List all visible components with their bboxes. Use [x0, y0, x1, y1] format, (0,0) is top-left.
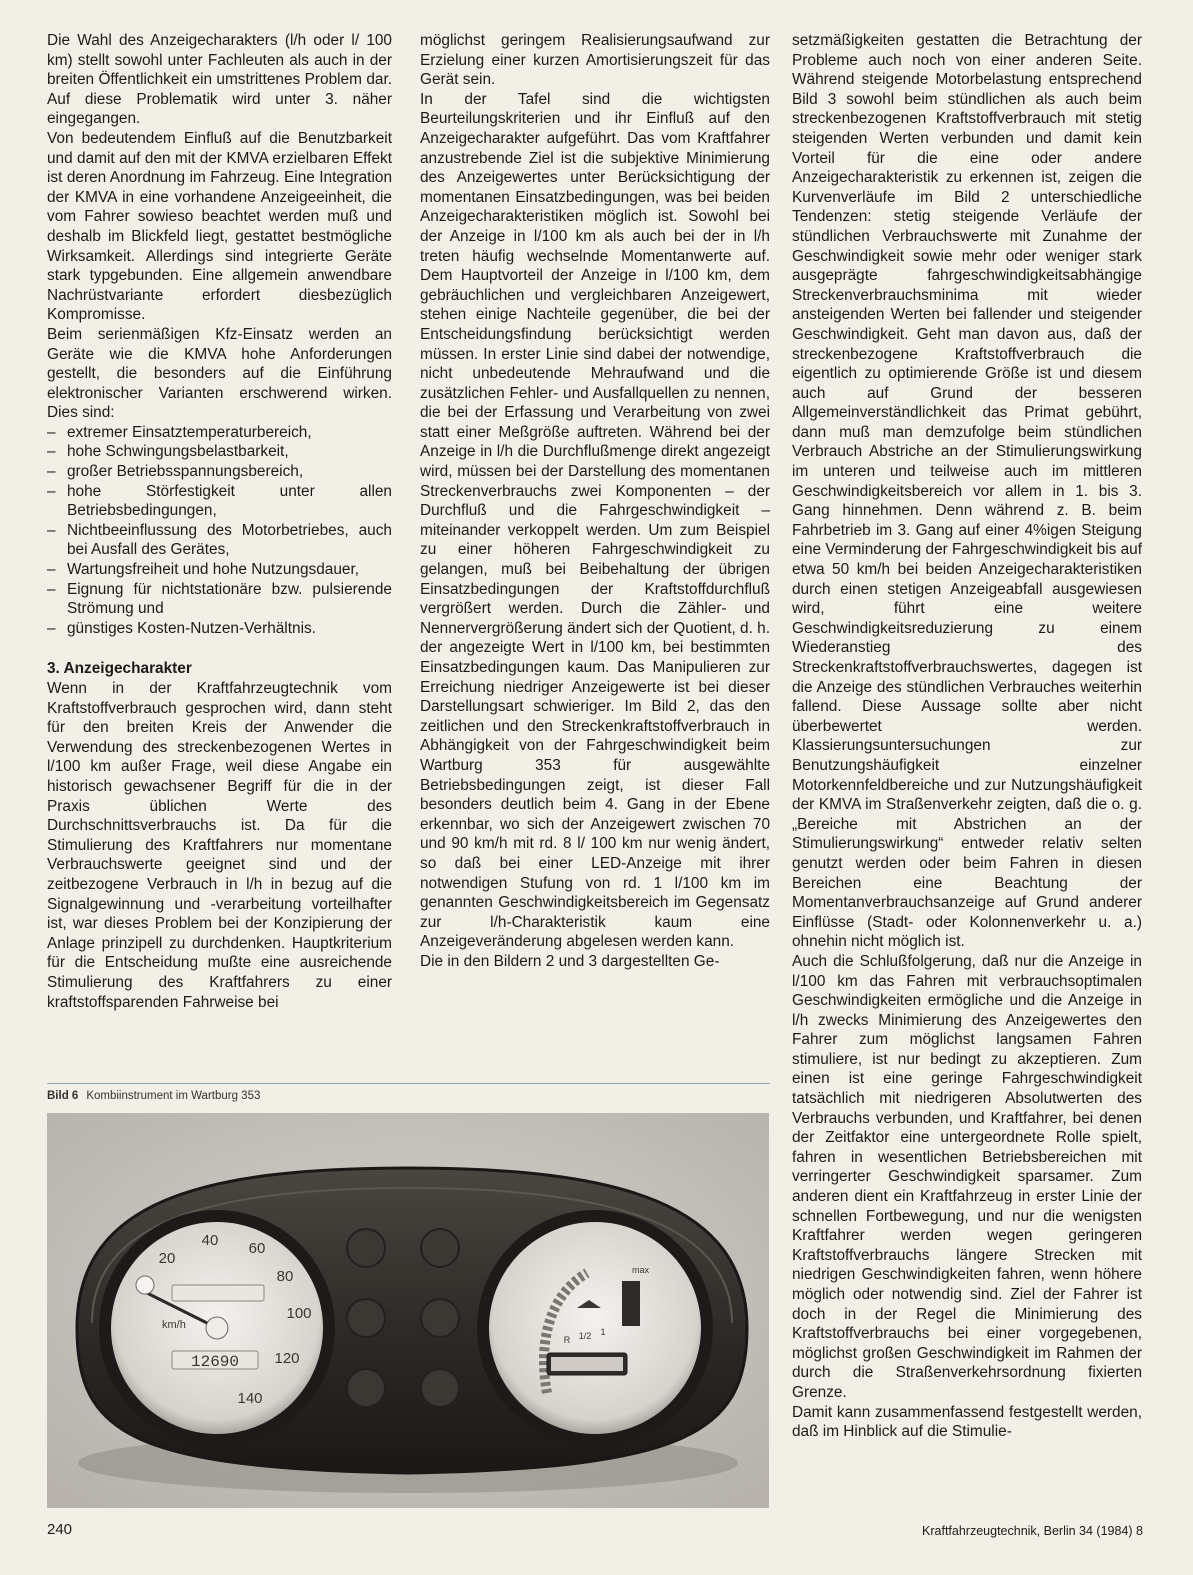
instrument-cluster-photo [47, 1113, 769, 1508]
page-number: 240 [47, 1521, 73, 1538]
text-column-middle [420, 31, 770, 972]
speedo-tick: 120 [274, 1350, 300, 1367]
temperature-gauge [622, 1281, 640, 1326]
speed-unit: km/h [162, 1319, 186, 1331]
list-item: – Wartungsfreiheit und hohe Nutzungsdauer, [47, 560, 392, 580]
paragraph: setzmäßigkeiten gestatten die Betrachtung der Probleme auch noch von einer anderen Seite. Während steigende Motorbelastung entsprechend Bild 3 sowohl beim stündlichen als auch beim streckenbezogenen Kraftstoffverbrauch mit stetig steigenden Werten verbunden und damit kein Vorteil für die eine oder andere Anzeigecharakteristik zu erkennen ist, zeigen die Kurvenverläufe im Bild 2 unterschiedliche Tendenzen: stetig steigende Verläufe der stündlichen Verbrauchswerte mit Zunahme der Geschwindigkeit sowie mehr oder weniger stark ausgeprägte fahrgeschwindigkeitsabhängige Streckenverbrauchsminima mit wieder ansteigenden Werten bei fallender und steigender Geschwindigkeit. Geht man davon aus, daß der streckenbezogene Kraftstoffverbrauch die eigentlich zu optimierende Größe ist und diesem auch auf Grund der besseren Allgemeinverständlichkeit das Primat gebührt, dann muß man demzufolge beim stündlichen Verbrauch Abstriche an der Stimulierungswirkung im unteren und teilweise auch im mittleren Geschwindigkeitsbereich vor allem in 1. bis 3. Gang hinnehmen. Denn während z. B. beim Fahrbetrieb im 3. Gang auf einer 4%igen Steigung eine Verminderung der Fahrgeschwindigkeit bis auf etwa 50 km/h bei beiden Anzeigecharakteristiken durch einen stetigen Anzeigeabfall ausgewiesen wird, führt eine weitere Geschwindigkeitsreduzierung zu einem Wiederanstieg des Streckenkraftstoffverbrauchswertes, dagegen ist die Anzeige des stündlichen Verbrauches weiterhin fallend. Diese Aussage sollte aber nicht überbewertet werden. Klassierungsuntersuchungen zur Benutzungshäufigkeit einzelner Motorkennfeldbereiche und zur Nutzungshäufigkeit der KMVA im Straßenverkehr zeigten, daß die o. g. „Bereiche mit Abstrichen an der Stimulierungswirkung“ entweder relativ selten genutzt werden oder beim Fahren in diesen Bereichen eine Beachtung der Momentanverbrauchsanzeige auf Grund anderer Einflüsse (Stadt- oder Kolonnenverkehr u. a.) ohnehin nicht möglich ist. [792, 32, 1142, 951]
speedo-tick: 40 [201, 1232, 219, 1249]
speedo-tick: 100 [286, 1305, 312, 1322]
odometer-reading: 12690 [190, 1353, 240, 1371]
fuel-scale-label: 1/2 [578, 1331, 592, 1341]
speedo-tick: 60 [248, 1240, 266, 1257]
list-item: – hohe Störfestigkeit unter allen Betriebsbedingungen, [47, 482, 392, 521]
paragraph: Die in den Bildern 2 und 3 dargestellten Ge- [420, 952, 720, 970]
instrument-cluster-illustration [47, 1113, 769, 1508]
list-item: – extremer Einsatztemperaturbereich, [47, 423, 392, 443]
requirements-list [47, 423, 392, 639]
fuel-scale-label: 1 [600, 1327, 606, 1337]
list-item: – günstiges Kosten-Nutzen-Verhältnis. [47, 619, 392, 639]
list-item: – Nichtbeeinflussung des Motorbetriebes, auch bei Ausfall des Gerätes, [47, 521, 392, 560]
trip-reset-knob [136, 1276, 154, 1294]
paragraph: Von bedeutendem Einfluß auf die Benutzbarkeit und damit auf den mit der KMVA erzielbaren Effekt ist deren Anordnung im Fahrzeug. Eine Integration der KMVA in eine vorhandene Anzeigeeinheit, die vom Fahrer sowieso beachtet werden muß und deshalb im Blickfeld liegt, gestattet bestmögliche Wirksamkeit. Allerdings sind integrierte Geräte stark typgebunden. Eine allgemein anwendbare Nachrüstvariante erfordert diesbezüglich Kompromisse. [47, 129, 392, 324]
paragraph: möglichst geringem Realisierungsaufwand zur Erzielung einer kurzen Amortisierungszeit für das Gerät sein. [420, 32, 770, 89]
speedo-tick: 80 [276, 1268, 294, 1285]
figure-label: Bild 6 [47, 1090, 79, 1102]
journal-reference: Kraftfahrzeugtechnik, Berlin 34 (1984) 8 [922, 1524, 1143, 1538]
section-heading: 3. Anzeigecharakter [47, 660, 192, 678]
figure-caption [47, 1090, 260, 1102]
paragraph: Auch die Schlußfolgerung, daß nur die Anzeige in l/100 km das Fahren mit verbrauchsoptimalen Geschwindigkeiten ermögliche und die Anzeige in l/h zwecks Minimierung des Anzeigewertes den Fahrer zum möglichst langsamen Fahren stimuliere, ist nur bedingt zu akzeptieren. Zum einen ist eine geringe Fahrgeschwindigkeit tatsächlich mit niedrigeren Absolutwerten des Verbrauchs verbunden, und Kraftfahrer, bei denen der Zeitfaktor eine untergeordnete Rolle spielt, fahren in wesentlichen Betriebsbereichen mit verringerter Geschwindigkeit sparsamer. Zum anderen dient ein Kraftfahrzeug in erster Linie der schnellen Fortbewegung, und nur die wenigsten Kraftfahrer werden wegen geringeren Kraftstoffverbrauchs längere Strecken mit niedrigen Geschwindigkeiten fahren, wenn höhere möglich oder notwendig sind. Ziel der Fahrer ist doch in der Regel die Minimierung des Kraftstoffverbrauchs bei einer vorgegebenen, möglichst großen Geschwindigkeit im Rahmen der durch die Straßenverkehrsordnung fixierten Grenze. [792, 952, 1142, 1401]
figure-divider [47, 1083, 770, 1084]
speedo-tick: 20 [158, 1250, 176, 1267]
text-column-left [47, 31, 392, 1012]
paragraph: In der Tafel sind die wichtigsten Beurteilungskriterien und ihr Einfluß auf den Anzeigecharakter aufgeführt. Das vom Kraftfahrer anzustrebende Ziel ist die subjektive Minimierung des Anzeigewertes unter Berücksichtigung der momentanen Einsatzbedingungen, was bei beiden Anzeigecharakteristiken möglich ist. Sowohl bei der Anzeige in l/100 km als auch bei der in l/h treten häufig wechselnde Momentanwerte auf. Dem Hauptvorteil der Anzeige in l/100 km, dem gebräuchlichen und vergleichbaren Anzeigewert, stehen einige Nachteile gegenüber, die bei der Entscheidungsfindung berücksichtigt werden müssen. In erster Linie sind dabei der notwendige, nicht unbedeutende Mehraufwand und die zusätzlichen Fehler- und Ausfallquellen zu nennen, die bei der Erfassung und Verarbeitung von zwei statt einer Meßgröße auftreten. Während bei der Anzeige in l/h die Durchflußmenge direkt angezeigt wird, müssen bei der Darstellung des momentanen Streckenverbrauchs zwei Komponenten – der Durchfluß und die Fahrgeschwindigkeit – miteinander verkoppelt werden. Um zum Beispiel zu einer höheren Fahrgeschwindigkeit zu gelangen, muß bei Beibehaltung der übrigen Einsatzbedingungen der Kraftstoffdurchfluß vergrößert werden. Durch die Zähler- und Nennervergrößerung ändert sich der Quotient, d. h. der angezeigte Wert in l/100 km, bei bestimmten Einsatzbedingungen kaum. Das Manipulieren zur Erreichung niedriger Anzeigewerte ist bei dieser Darstellungsart schwieriger. Im Bild 2, das den zeitlichen und den Streckenkraftstoffverbrauch in Abhängigkeit von der Fahrgeschwindigkeit beim Wartburg 353 für ausgewählte Betriebsbedingungen zeigt, ist dieser Fall besonders deutlich beim 4. Gang in der Ebene erkennbar, wo sich der Anzeigewert zwischen 70 und 90 km/h mit rd. 8 l/ 100 km nur wenig ändert, so daß bei einer LED-Anzeige mit ihrer notwendigen Stufung von rd. 1 l/100 km im genannten Geschwindigkeitsbereich im Gegensatz zur l/h-Charakteristik kaum eine Anzeigeveränderung abgelesen werden kann. [420, 90, 770, 951]
paragraph: Beim serienmäßigen Kfz-Einsatz werden an Geräte wie die KMVA hohe Anforderungen gestellt, die besonders auf die Einführung elektronischer Varianten erschwerend wirken. Dies sind: [47, 325, 392, 422]
paragraph: Damit kann zusammenfassend festgestellt werden, daß im Hinblick auf die Stimulie- [792, 1403, 1142, 1441]
paragraph: Die Wahl des Anzeigecharakters (l/h oder l/ 100 km) stellt sowohl unter Fachleuten als auch in der breiten Öffentlichkeit ein umstrittenes Problem dar. Auf diese Problematik wird unter 3. näher eingegangen. [47, 32, 392, 128]
list-item: – großer Betriebsspannungsbereich, [47, 462, 392, 482]
speedo-tick: 140 [237, 1390, 263, 1407]
text-column-right [792, 31, 1142, 1442]
list-item: – Eignung für nichtstationäre bzw. pulsierende Strömung und [47, 580, 392, 619]
paragraph: Wenn in der Kraftfahrzeugtechnik vom Kraftstoffverbrauch gesprochen wird, dann steht für den breiten Kreis der Anwender die Verwendung des streckenbezogenen Wertes in l/100 km außer Frage, weil diese Angabe ein historisch gewachsener Begriff für die in der Praxis üblichen Werte des Durchschnittsverbrauchs ist. Da für die Stimulierung des Kraftfahrers nur momentane Verbrauchswerte geeignet sind und der zeitbezogene Verbrauch in l/h in bezug auf die Signalgewinnung und -verarbeitung vorteilhafter ist, war dieses Problem bei der Konzipierung der Anlage prinzipell zu durchdenken. Hauptkriterium für die Entscheidung mußte eine ausreichende Stimulierung des Kraftfahrers zu einer kraftstoffsparenden Fahrweise bei [47, 680, 392, 1011]
fuel-max-label: max [632, 1265, 650, 1275]
fuel-scale-label: R [563, 1335, 571, 1345]
figure-caption-text: Kombiinstrument im Wartburg 353 [86, 1090, 261, 1102]
list-item: – hohe Schwingungsbelastbarkeit, [47, 442, 392, 462]
